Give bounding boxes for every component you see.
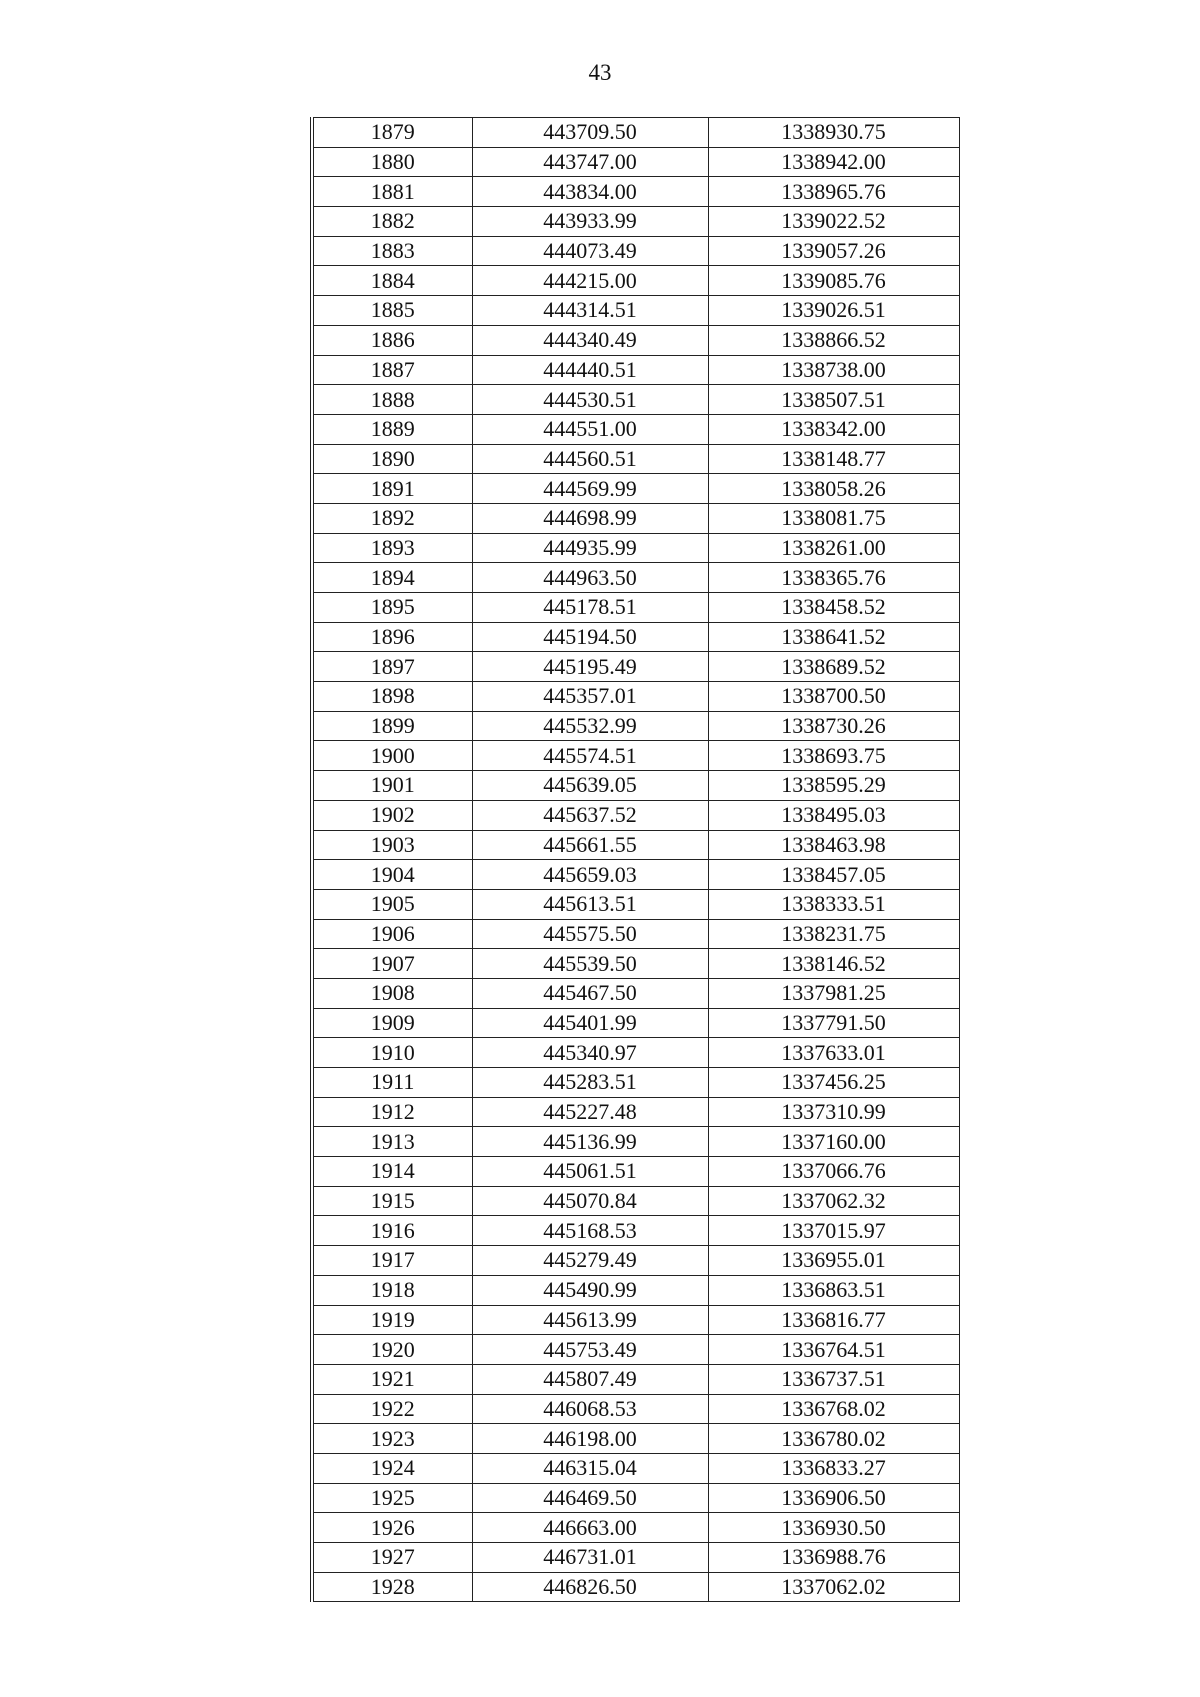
point-number-cell: 1920 [312,1335,472,1365]
table-row [312,1216,959,1246]
point-number-cell: 1895 [312,593,472,623]
table-row [312,1127,959,1157]
point-number-cell: 1904 [312,860,472,890]
x-coordinate-cell: 444935.99 [472,533,708,563]
point-number-cell: 1907 [312,949,472,979]
point-number-cell: 1906 [312,919,472,949]
x-coordinate-cell: 446068.53 [472,1394,708,1424]
x-coordinate-cell: 443709.50 [472,118,708,148]
point-number-cell: 1879 [312,118,472,148]
x-coordinate-cell: 444314.51 [472,296,708,326]
table-row [312,147,959,177]
table-row [312,207,959,237]
table-row [312,1543,959,1573]
point-number-cell: 1923 [312,1424,472,1454]
table-row [312,860,959,890]
y-coordinate-cell: 1338641.52 [708,622,959,652]
table-row [312,1038,959,1068]
y-coordinate-cell: 1337066.76 [708,1157,959,1187]
table-row [312,1483,959,1513]
table-row [312,711,959,741]
point-number-cell: 1925 [312,1483,472,1513]
x-coordinate-cell: 445340.97 [472,1038,708,1068]
x-coordinate-cell: 445613.99 [472,1305,708,1335]
y-coordinate-cell: 1337310.99 [708,1097,959,1127]
x-coordinate-cell: 445637.52 [472,800,708,830]
x-coordinate-cell: 445136.99 [472,1127,708,1157]
y-coordinate-cell: 1336780.02 [708,1424,959,1454]
x-coordinate-cell: 445357.01 [472,682,708,712]
point-number-cell: 1912 [312,1097,472,1127]
y-coordinate-cell: 1337633.01 [708,1038,959,1068]
x-coordinate-cell: 444530.51 [472,385,708,415]
point-number-cell: 1888 [312,385,472,415]
point-number-cell: 1894 [312,563,472,593]
y-coordinate-cell: 1339026.51 [708,296,959,326]
x-coordinate-cell: 445061.51 [472,1157,708,1187]
x-coordinate-cell: 446469.50 [472,1483,708,1513]
y-coordinate-cell: 1336737.51 [708,1364,959,1394]
table-row [312,1513,959,1543]
point-number-cell: 1918 [312,1275,472,1305]
table-row [312,533,959,563]
point-number-cell: 1892 [312,503,472,533]
point-number-cell: 1896 [312,622,472,652]
table-row [312,1097,959,1127]
point-number-cell: 1890 [312,444,472,474]
point-number-cell: 1897 [312,652,472,682]
x-coordinate-cell: 445194.50 [472,622,708,652]
x-coordinate-cell: 446198.00 [472,1424,708,1454]
y-coordinate-cell: 1338689.52 [708,652,959,682]
x-coordinate-cell: 446315.04 [472,1453,708,1483]
table-row [312,385,959,415]
y-coordinate-cell: 1338342.00 [708,414,959,444]
table-row [312,236,959,266]
point-number-cell: 1913 [312,1127,472,1157]
y-coordinate-cell: 1337981.25 [708,978,959,1008]
x-coordinate-cell: 445532.99 [472,711,708,741]
point-number-cell: 1924 [312,1453,472,1483]
y-coordinate-cell: 1338458.52 [708,593,959,623]
y-coordinate-cell: 1338738.00 [708,355,959,385]
table-row [312,593,959,623]
table-row [312,978,959,1008]
y-coordinate-cell: 1338595.29 [708,771,959,801]
point-number-cell: 1886 [312,325,472,355]
y-coordinate-cell: 1336930.50 [708,1513,959,1543]
point-number-cell: 1885 [312,296,472,326]
y-coordinate-cell: 1336816.77 [708,1305,959,1335]
y-coordinate-cell: 1337015.97 [708,1216,959,1246]
point-number-cell: 1908 [312,978,472,1008]
table-row [312,1246,959,1276]
point-number-cell: 1926 [312,1513,472,1543]
y-coordinate-cell: 1338495.03 [708,800,959,830]
point-number-cell: 1898 [312,682,472,712]
point-number-cell: 1905 [312,889,472,919]
x-coordinate-cell: 446663.00 [472,1513,708,1543]
x-coordinate-cell: 444440.51 [472,355,708,385]
y-coordinate-cell: 1336764.51 [708,1335,959,1365]
table-row [312,741,959,771]
y-coordinate-cell: 1338930.75 [708,118,959,148]
x-coordinate-cell: 445178.51 [472,593,708,623]
table-row [312,1335,959,1365]
y-coordinate-cell: 1339022.52 [708,207,959,237]
point-number-cell: 1901 [312,771,472,801]
x-coordinate-cell: 446731.01 [472,1543,708,1573]
table-row [312,444,959,474]
table-row [312,1364,959,1394]
point-number-cell: 1893 [312,533,472,563]
x-coordinate-cell: 445227.48 [472,1097,708,1127]
y-coordinate-cell: 1338730.26 [708,711,959,741]
y-coordinate-cell: 1338866.52 [708,325,959,355]
y-coordinate-cell: 1336863.51 [708,1275,959,1305]
table-row [312,800,959,830]
table-row [312,1572,959,1602]
point-number-cell: 1884 [312,266,472,296]
y-coordinate-cell: 1336955.01 [708,1246,959,1276]
table-row [312,266,959,296]
table-row [312,1305,959,1335]
x-coordinate-cell: 444551.00 [472,414,708,444]
x-coordinate-cell: 445575.50 [472,919,708,949]
y-coordinate-cell: 1338058.26 [708,474,959,504]
point-number-cell: 1916 [312,1216,472,1246]
x-coordinate-cell: 445467.50 [472,978,708,1008]
point-number-cell: 1909 [312,1008,472,1038]
x-coordinate-cell: 444560.51 [472,444,708,474]
y-coordinate-cell: 1338463.98 [708,830,959,860]
point-number-cell: 1915 [312,1186,472,1216]
x-coordinate-cell: 444963.50 [472,563,708,593]
x-coordinate-cell: 445070.84 [472,1186,708,1216]
x-coordinate-cell: 443834.00 [472,177,708,207]
coordinates-table-body [312,118,959,1602]
point-number-cell: 1883 [312,236,472,266]
point-number-cell: 1882 [312,207,472,237]
x-coordinate-cell: 445195.49 [472,652,708,682]
table-row [312,414,959,444]
table-row [312,830,959,860]
x-coordinate-cell: 444215.00 [472,266,708,296]
table-row [312,325,959,355]
point-number-cell: 1922 [312,1394,472,1424]
y-coordinate-cell: 1338231.75 [708,919,959,949]
point-number-cell: 1921 [312,1364,472,1394]
table-row [312,1157,959,1187]
x-coordinate-cell: 444569.99 [472,474,708,504]
point-number-cell: 1910 [312,1038,472,1068]
point-number-cell: 1889 [312,414,472,444]
x-coordinate-cell: 443933.99 [472,207,708,237]
table-row [312,355,959,385]
table-row [312,1068,959,1098]
y-coordinate-cell: 1336833.27 [708,1453,959,1483]
x-coordinate-cell: 444698.99 [472,503,708,533]
point-number-cell: 1911 [312,1068,472,1098]
y-coordinate-cell: 1336988.76 [708,1543,959,1573]
x-coordinate-cell: 445168.53 [472,1216,708,1246]
coordinates-table [310,117,960,1602]
point-number-cell: 1903 [312,830,472,860]
point-number-cell: 1891 [312,474,472,504]
y-coordinate-cell: 1336906.50 [708,1483,959,1513]
x-coordinate-cell: 445661.55 [472,830,708,860]
y-coordinate-cell: 1337062.32 [708,1186,959,1216]
y-coordinate-cell: 1338457.05 [708,860,959,890]
x-coordinate-cell: 445753.49 [472,1335,708,1365]
x-coordinate-cell: 445283.51 [472,1068,708,1098]
table-row [312,118,959,148]
point-number-cell: 1899 [312,711,472,741]
y-coordinate-cell: 1338942.00 [708,147,959,177]
y-coordinate-cell: 1338507.51 [708,385,959,415]
y-coordinate-cell: 1337791.50 [708,1008,959,1038]
table-row [312,1275,959,1305]
table-row [312,949,959,979]
y-coordinate-cell: 1339057.26 [708,236,959,266]
point-number-cell: 1887 [312,355,472,385]
point-number-cell: 1928 [312,1572,472,1602]
y-coordinate-cell: 1337160.00 [708,1127,959,1157]
table-row [312,652,959,682]
x-coordinate-cell: 444340.49 [472,325,708,355]
point-number-cell: 1914 [312,1157,472,1187]
x-coordinate-cell: 444073.49 [472,236,708,266]
y-coordinate-cell: 1338965.76 [708,177,959,207]
table-row [312,1186,959,1216]
x-coordinate-cell: 445574.51 [472,741,708,771]
y-coordinate-cell: 1338693.75 [708,741,959,771]
table-row [312,177,959,207]
x-coordinate-cell: 445539.50 [472,949,708,979]
y-coordinate-cell: 1338700.50 [708,682,959,712]
point-number-cell: 1917 [312,1246,472,1276]
page-number: 43 [588,60,612,85]
table-row [312,889,959,919]
x-coordinate-cell: 445639.05 [472,771,708,801]
point-number-cell: 1880 [312,147,472,177]
table-row [312,919,959,949]
y-coordinate-cell: 1338148.77 [708,444,959,474]
table-row [312,1394,959,1424]
y-coordinate-cell: 1339085.76 [708,266,959,296]
table-row [312,1008,959,1038]
x-coordinate-cell: 445490.99 [472,1275,708,1305]
y-coordinate-cell: 1337062.02 [708,1572,959,1602]
table-row [312,1453,959,1483]
table-row [312,771,959,801]
x-coordinate-cell: 445401.99 [472,1008,708,1038]
y-coordinate-cell: 1337456.25 [708,1068,959,1098]
y-coordinate-cell: 1338333.51 [708,889,959,919]
table-row [312,622,959,652]
y-coordinate-cell: 1338146.52 [708,949,959,979]
point-number-cell: 1881 [312,177,472,207]
x-coordinate-cell: 445613.51 [472,889,708,919]
table-row [312,563,959,593]
y-coordinate-cell: 1338081.75 [708,503,959,533]
y-coordinate-cell: 1338261.00 [708,533,959,563]
x-coordinate-cell: 443747.00 [472,147,708,177]
x-coordinate-cell: 446826.50 [472,1572,708,1602]
table-row [312,503,959,533]
point-number-cell: 1919 [312,1305,472,1335]
point-number-cell: 1927 [312,1543,472,1573]
y-coordinate-cell: 1336768.02 [708,1394,959,1424]
x-coordinate-cell: 445807.49 [472,1364,708,1394]
table-row [312,474,959,504]
table-row [312,682,959,712]
x-coordinate-cell: 445279.49 [472,1246,708,1276]
x-coordinate-cell: 445659.03 [472,860,708,890]
table-row [312,296,959,326]
point-number-cell: 1902 [312,800,472,830]
y-coordinate-cell: 1338365.76 [708,563,959,593]
table-row [312,1424,959,1454]
point-number-cell: 1900 [312,741,472,771]
